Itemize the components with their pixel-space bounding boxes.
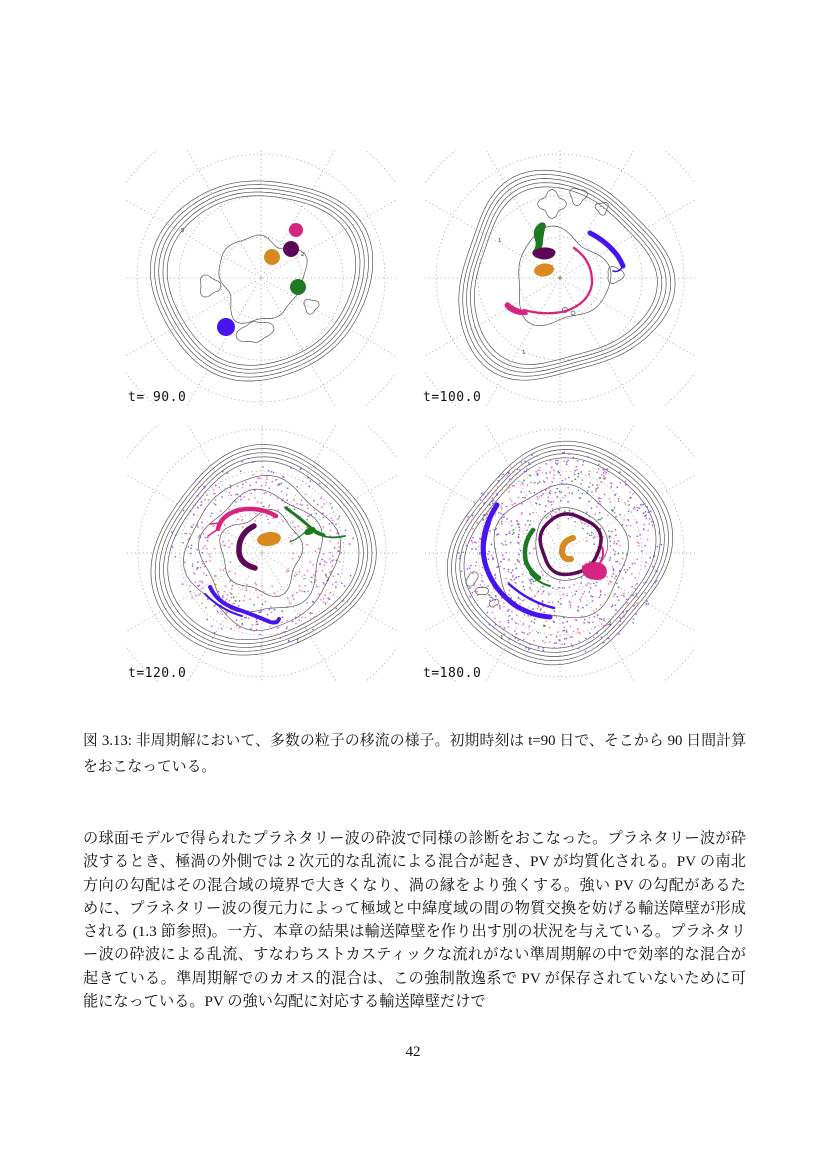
polar-plot-t90	[126, 150, 396, 406]
contour-value-label: 2	[608, 621, 612, 627]
polar-plot-t180	[425, 425, 695, 681]
time-label-t100: t=100.0	[423, 390, 482, 405]
contour-value-label: 1	[498, 238, 502, 244]
time-label-t120: t=120.0	[128, 666, 187, 681]
contour-value-label: 1	[296, 639, 300, 645]
time-label-t90: t= 90.0	[128, 390, 187, 405]
time-label-t180: t=180.0	[423, 666, 482, 681]
body-paragraph: の球面モデルで得られたプラネタリー波の砕波で同様の診断をおこなった。プラネタリー波が砕波するとき、極渦の外側では 2 次元的な乱流による混合が起き、PV が均質化される。PV の南北方向の勾配はその混合域の境界で大きくなり、渦の縁をより強くする。強い PV の勾配があるために、プラネタリー波の復元力によって極域と中緯度域の間の物質交換を妨げる輸送障壁が形成される (1.3 節参照)。一方、本章の結果は輸送障壁を作り出す別の状況を与えている。プラネタリー波の砕波による乱流、すなわちストカスティックな流れがない準周期解の中で効率的な混合が起きている。準周期解でのカオス的混合は、この強制散逸系で PV が保存されていないために可能になっている。PV の強い勾配に対応する輸送障壁だけで	[83, 830, 746, 1011]
contour-value-label: 1	[500, 635, 504, 641]
contour-value-label: 1	[522, 350, 526, 356]
contour-value-label: 2	[326, 577, 330, 583]
contour-value-label: 5	[181, 228, 185, 234]
polar-plot-t100	[425, 150, 695, 406]
contour-value-label: 2	[301, 252, 305, 258]
figure-caption: 図 3.13: 非周期解において、多数の粒子の移流の様子。初期時刻は t=90 日で、そこから 90 日間計算をおこなっている。	[83, 733, 746, 775]
page-number: 42	[405, 1044, 421, 1060]
polar-plot-t120	[127, 425, 397, 681]
